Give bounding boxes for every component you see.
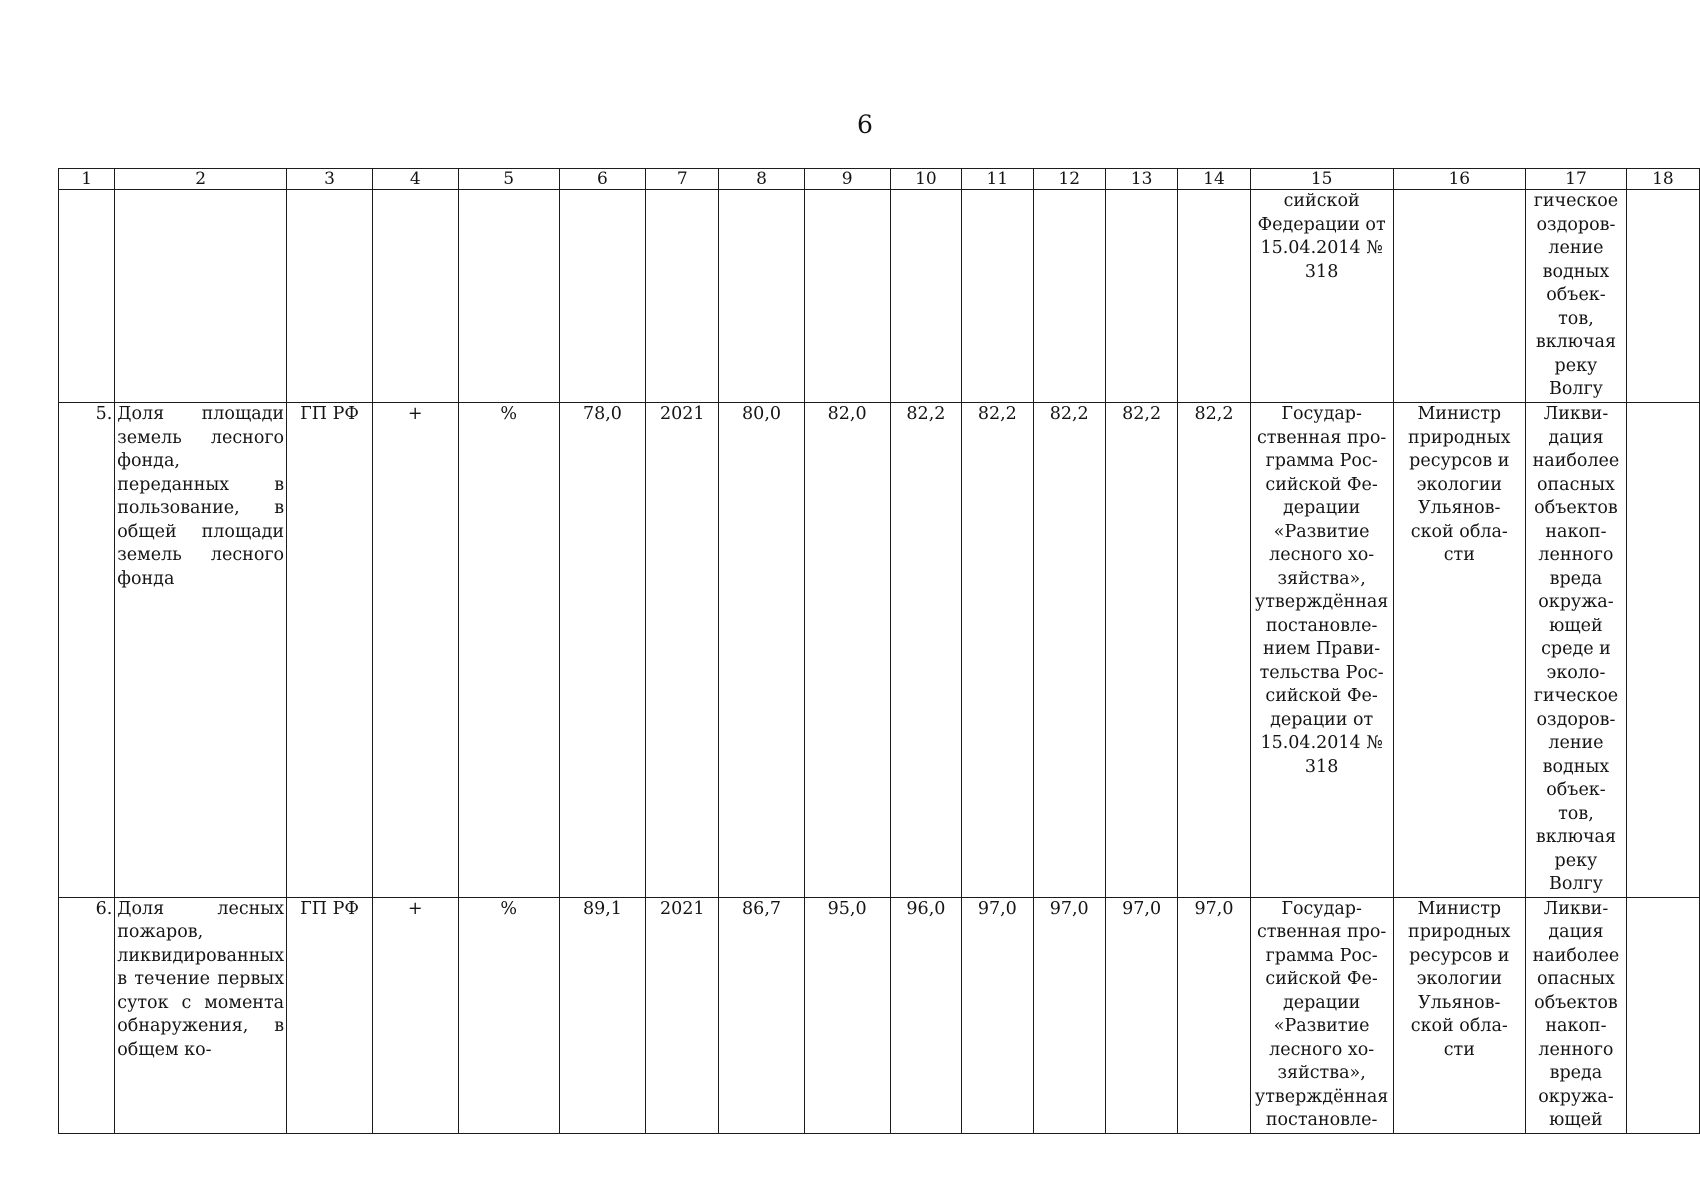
column-header: 3 — [287, 169, 373, 190]
table-cell — [559, 190, 645, 403]
column-header: 18 — [1626, 169, 1699, 190]
table-cell — [719, 190, 804, 403]
column-header: 15 — [1250, 169, 1393, 190]
table-cell — [59, 190, 115, 403]
year-value: 82,2 — [890, 403, 961, 898]
year-value: 82,2 — [962, 403, 1033, 898]
year-value: 96,0 — [890, 897, 961, 1133]
program-cell: Государ- ственная про- грамма Рос- сийской Фе- дерации «Развитие лесного хо- зяйства», утверждённая постановле- нием Прави- тельства Рос- сийской Фе- дерации от 15.04.2014 № 318 — [1250, 403, 1393, 898]
year-value: 95,0 — [804, 897, 890, 1133]
table-cell — [1626, 190, 1699, 403]
column-header: 14 — [1178, 169, 1250, 190]
year-value: 86,7 — [719, 897, 804, 1133]
goal-cell: Ликви- дация наиболее опасных объектов накоп- ленного вреда окружа- ющей — [1526, 897, 1627, 1133]
year-value: 82,2 — [1033, 403, 1105, 898]
table-cell — [1105, 190, 1177, 403]
column-header: 11 — [962, 169, 1033, 190]
table-cell — [1626, 897, 1699, 1133]
table-row — [59, 897, 1700, 1133]
page-number: 6 — [857, 110, 873, 139]
table-row — [59, 403, 1700, 898]
table-cell — [458, 190, 559, 403]
base-value: 89,1 — [559, 897, 645, 1133]
goal-continuation-cell: гическое оздоров- ление водных объек- тов, включая реку Волгу — [1526, 190, 1627, 403]
program-continuation-cell: сийской Федерации от 15.04.2014 № 318 — [1250, 190, 1393, 403]
year-value: 97,0 — [1178, 897, 1250, 1133]
column-header: 10 — [890, 169, 961, 190]
responsible-cell: Министр природных ресурсов и экологии Ульянов- ской обла- сти — [1393, 403, 1525, 898]
base-value: 78,0 — [559, 403, 645, 898]
program-cell: Государ- ственная про- грамма Рос- сийской Фе- дерации «Развитие лесного хо- зяйства», утверждённая постановле- — [1250, 897, 1393, 1133]
column-header: 7 — [645, 169, 718, 190]
indicator-unit: % — [458, 403, 559, 898]
table-cell — [1033, 190, 1105, 403]
table-cell — [645, 190, 718, 403]
table-cell — [1178, 190, 1250, 403]
year-value: 82,2 — [1105, 403, 1177, 898]
indicator-sign: + — [372, 897, 458, 1133]
goal-cell: Ликви- дация наиболее опасных объектов накоп- ленного вреда окружа- ющей среде и эколо- гическое оздоров- ление водных объек- тов, включая реку Волгу — [1526, 403, 1627, 898]
responsible-cell: Министр природных ресурсов и экологии Ульянов- ской обла- сти — [1393, 897, 1525, 1133]
base-year: 2021 — [645, 403, 718, 898]
year-value: 97,0 — [962, 897, 1033, 1133]
column-number-row — [59, 169, 1700, 190]
year-value: 97,0 — [1033, 897, 1105, 1133]
table-row-continuation — [59, 190, 1700, 403]
table-cell — [804, 190, 890, 403]
year-value: 80,0 — [719, 403, 804, 898]
indicator-source: ГП РФ — [287, 897, 373, 1133]
table-cell — [115, 190, 287, 403]
table-cell — [1626, 403, 1699, 898]
table-cell — [890, 190, 961, 403]
indicators-table — [58, 168, 1700, 1134]
column-header: 8 — [719, 169, 804, 190]
column-header: 9 — [804, 169, 890, 190]
column-header: 6 — [559, 169, 645, 190]
table-cell — [1393, 190, 1525, 403]
year-value: 97,0 — [1105, 897, 1177, 1133]
column-header: 4 — [372, 169, 458, 190]
indicator-source: ГП РФ — [287, 403, 373, 898]
column-header: 1 — [59, 169, 115, 190]
year-value: 82,2 — [1178, 403, 1250, 898]
column-header: 2 — [115, 169, 287, 190]
indicator-sign: + — [372, 403, 458, 898]
base-year: 2021 — [645, 897, 718, 1133]
table-cell — [287, 190, 373, 403]
row-number: 5. — [59, 403, 115, 898]
year-value: 82,0 — [804, 403, 890, 898]
indicator-name: Доля лесных пожаров, ликвидированных в течение первых суток с момента обнаружения, в общем ко- — [115, 897, 287, 1133]
column-header: 17 — [1526, 169, 1627, 190]
indicator-name: Доля площади земель лесного фонда, переданных в пользование, в общей площади земель лесного фонда — [115, 403, 287, 898]
row-number: 6. — [59, 897, 115, 1133]
column-header: 12 — [1033, 169, 1105, 190]
column-header: 16 — [1393, 169, 1525, 190]
table-cell — [962, 190, 1033, 403]
column-header: 5 — [458, 169, 559, 190]
table-cell — [372, 190, 458, 403]
indicator-unit: % — [458, 897, 559, 1133]
column-header: 13 — [1105, 169, 1177, 190]
